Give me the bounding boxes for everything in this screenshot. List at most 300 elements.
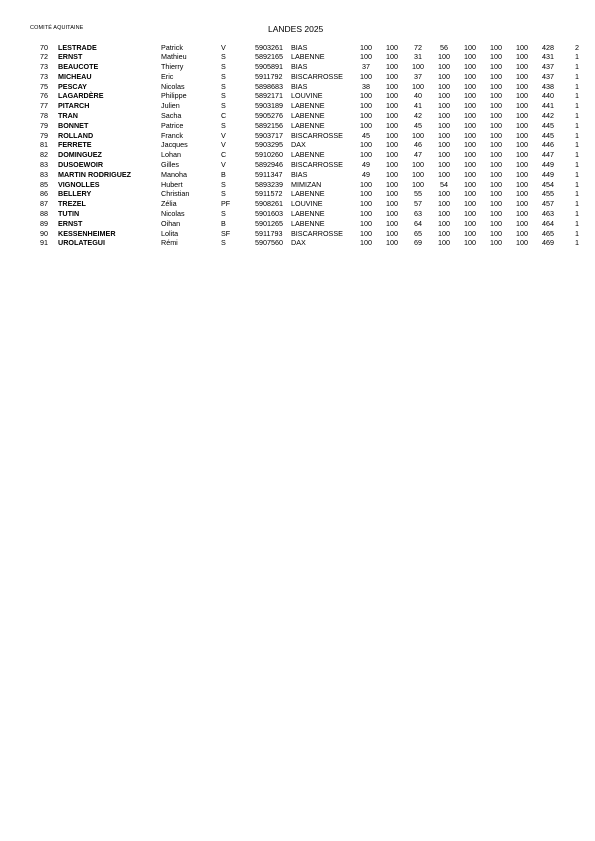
total-cell: 464 xyxy=(542,218,554,228)
score-5-cell: 100 xyxy=(464,218,476,228)
last-name-cell: ERNST xyxy=(58,52,83,62)
table-row xyxy=(0,209,579,219)
extra-cell: 1 xyxy=(575,199,579,209)
category-cell: S xyxy=(221,52,226,62)
rank-cell: 78 xyxy=(40,111,48,121)
score-4-cell: 100 xyxy=(438,209,450,219)
club-cell: BISCARROSSE xyxy=(291,130,343,140)
score-4-cell: 100 xyxy=(438,150,450,160)
category-cell: S xyxy=(221,238,226,248)
extra-cell: 1 xyxy=(575,91,579,101)
first-name-cell: Manoha xyxy=(161,169,187,179)
score-4-cell: 100 xyxy=(438,169,450,179)
score-3-cell: 100 xyxy=(412,160,424,170)
score-4-cell: 100 xyxy=(438,140,450,150)
score-5-cell: 100 xyxy=(464,111,476,121)
licence-cell: 5892171 xyxy=(255,91,283,101)
score-5-cell: 100 xyxy=(464,140,476,150)
club-cell: LABENNE xyxy=(291,209,325,219)
table-row xyxy=(0,52,579,62)
last-name-cell: MICHEAU xyxy=(58,71,92,81)
club-cell: DAX xyxy=(291,140,306,150)
club-cell: BISCARROSSE xyxy=(291,71,343,81)
extra-cell: 1 xyxy=(575,140,579,150)
last-name-cell: LESTRADE xyxy=(58,42,97,52)
first-name-cell: Lolita xyxy=(161,228,179,238)
category-cell: S xyxy=(221,91,226,101)
score-2-cell: 100 xyxy=(386,218,398,228)
total-cell: 449 xyxy=(542,160,554,170)
first-name-cell: Sacha xyxy=(161,111,182,121)
licence-cell: 5911347 xyxy=(255,169,283,179)
first-name-cell: Patrice xyxy=(161,120,184,130)
total-cell: 428 xyxy=(542,42,554,52)
score-2-cell: 100 xyxy=(386,111,398,121)
category-cell: S xyxy=(221,101,226,111)
score-6-cell: 100 xyxy=(490,169,502,179)
extra-cell: 1 xyxy=(575,238,579,248)
score-1-cell: 100 xyxy=(360,52,372,62)
extra-cell: 1 xyxy=(575,130,579,140)
extra-cell: 1 xyxy=(575,52,579,62)
score-4-cell: 100 xyxy=(438,62,450,72)
score-5-cell: 100 xyxy=(464,42,476,52)
score-3-cell: 65 xyxy=(414,228,422,238)
score-6-cell: 100 xyxy=(490,62,502,72)
table-row xyxy=(0,219,579,229)
score-1-cell: 100 xyxy=(360,238,372,248)
table-row xyxy=(0,91,579,101)
score-3-cell: 63 xyxy=(414,209,422,219)
score-4-cell: 100 xyxy=(438,218,450,228)
last-name-cell: PESCAY xyxy=(58,81,87,91)
score-7-cell: 100 xyxy=(516,111,528,121)
score-4-cell: 100 xyxy=(438,101,450,111)
rank-cell: 79 xyxy=(40,120,48,130)
extra-cell: 2 xyxy=(575,42,579,52)
first-name-cell: Lohan xyxy=(161,150,181,160)
score-5-cell: 100 xyxy=(464,52,476,62)
score-5-cell: 100 xyxy=(464,91,476,101)
first-name-cell: Philippe xyxy=(161,91,187,101)
score-3-cell: 100 xyxy=(412,130,424,140)
score-5-cell: 100 xyxy=(464,160,476,170)
extra-cell: 1 xyxy=(575,120,579,130)
score-1-cell: 37 xyxy=(362,62,370,72)
score-4-cell: 100 xyxy=(438,189,450,199)
total-cell: 447 xyxy=(542,150,554,160)
club-cell: BISCARROSSE xyxy=(291,160,343,170)
licence-cell: 5911793 xyxy=(255,228,283,238)
score-3-cell: 41 xyxy=(414,101,422,111)
score-2-cell: 100 xyxy=(386,62,398,72)
total-cell: 438 xyxy=(542,81,554,91)
score-7-cell: 100 xyxy=(516,52,528,62)
score-1-cell: 100 xyxy=(360,179,372,189)
category-cell: V xyxy=(221,42,226,52)
table-row xyxy=(0,229,579,239)
score-4-cell: 100 xyxy=(438,228,450,238)
score-6-cell: 100 xyxy=(490,120,502,130)
first-name-cell: Gilles xyxy=(161,160,179,170)
licence-cell: 5892946 xyxy=(255,160,283,170)
first-name-cell: Thierry xyxy=(161,62,184,72)
score-5-cell: 100 xyxy=(464,209,476,219)
score-7-cell: 100 xyxy=(516,62,528,72)
score-2-cell: 100 xyxy=(386,179,398,189)
last-name-cell: KESSENHEIMER xyxy=(58,228,116,238)
score-2-cell: 100 xyxy=(386,160,398,170)
extra-cell: 1 xyxy=(575,189,579,199)
score-2-cell: 100 xyxy=(386,71,398,81)
last-name-cell: LAGARDÈRE xyxy=(58,91,104,101)
score-1-cell: 100 xyxy=(360,120,372,130)
score-6-cell: 100 xyxy=(490,189,502,199)
club-cell: LABENNE xyxy=(291,189,325,199)
score-6-cell: 100 xyxy=(490,71,502,81)
last-name-cell: ROLLAND xyxy=(58,130,94,140)
last-name-cell: DUSOEWOIR xyxy=(58,160,104,170)
extra-cell: 1 xyxy=(575,228,579,238)
first-name-cell: Eric xyxy=(161,71,174,81)
total-cell: 457 xyxy=(542,199,554,209)
score-7-cell: 100 xyxy=(516,150,528,160)
club-cell: LOUVINE xyxy=(291,199,323,209)
licence-cell: 5910260 xyxy=(255,150,283,160)
club-cell: BIAS xyxy=(291,62,308,72)
score-1-cell: 100 xyxy=(360,101,372,111)
category-cell: S xyxy=(221,62,226,72)
score-6-cell: 100 xyxy=(490,111,502,121)
score-5-cell: 100 xyxy=(464,130,476,140)
table-row xyxy=(0,82,579,92)
rank-cell: 72 xyxy=(40,52,48,62)
score-7-cell: 100 xyxy=(516,101,528,111)
score-1-cell: 100 xyxy=(360,71,372,81)
score-1-cell: 100 xyxy=(360,228,372,238)
score-3-cell: 100 xyxy=(412,179,424,189)
total-cell: 437 xyxy=(542,71,554,81)
score-6-cell: 100 xyxy=(490,209,502,219)
category-cell: PF xyxy=(221,199,231,209)
club-cell: BISCARROSSE xyxy=(291,228,343,238)
score-3-cell: 42 xyxy=(414,111,422,121)
score-7-cell: 100 xyxy=(516,209,528,219)
score-5-cell: 100 xyxy=(464,238,476,248)
club-cell: LABENNE xyxy=(291,52,325,62)
rank-cell: 79 xyxy=(40,130,48,140)
table-row xyxy=(0,180,579,190)
score-1-cell: 100 xyxy=(360,199,372,209)
category-cell: S xyxy=(221,81,226,91)
total-cell: 445 xyxy=(542,130,554,140)
extra-cell: 1 xyxy=(575,218,579,228)
score-6-cell: 100 xyxy=(490,199,502,209)
licence-cell: 5898683 xyxy=(255,81,283,91)
score-1-cell: 45 xyxy=(362,130,370,140)
results-table-body xyxy=(0,43,579,249)
club-cell: MIMIZAN xyxy=(291,179,322,189)
score-1-cell: 100 xyxy=(360,140,372,150)
table-row xyxy=(0,140,579,150)
rank-cell: 70 xyxy=(40,42,48,52)
table-row xyxy=(0,170,579,180)
score-3-cell: 100 xyxy=(412,169,424,179)
score-1-cell: 100 xyxy=(360,218,372,228)
club-cell: BIAS xyxy=(291,169,308,179)
score-7-cell: 100 xyxy=(516,42,528,52)
score-2-cell: 100 xyxy=(386,42,398,52)
licence-cell: 5903295 xyxy=(255,140,283,150)
total-cell: 437 xyxy=(542,62,554,72)
score-5-cell: 100 xyxy=(464,62,476,72)
table-row xyxy=(0,121,579,131)
score-7-cell: 100 xyxy=(516,179,528,189)
score-7-cell: 100 xyxy=(516,169,528,179)
extra-cell: 1 xyxy=(575,209,579,219)
rank-cell: 90 xyxy=(40,228,48,238)
organization-label: COMITÉ AQUITAINE xyxy=(30,25,84,31)
total-cell: 440 xyxy=(542,91,554,101)
score-2-cell: 100 xyxy=(386,101,398,111)
score-6-cell: 100 xyxy=(490,81,502,91)
score-3-cell: 69 xyxy=(414,238,422,248)
score-7-cell: 100 xyxy=(516,218,528,228)
last-name-cell: TREZEL xyxy=(58,199,86,209)
score-7-cell: 100 xyxy=(516,140,528,150)
score-3-cell: 64 xyxy=(414,218,422,228)
table-row xyxy=(0,62,579,72)
score-6-cell: 100 xyxy=(490,179,502,189)
last-name-cell: BEAUCOTE xyxy=(58,62,99,72)
last-name-cell: BELLERY xyxy=(58,189,92,199)
category-cell: B xyxy=(221,218,226,228)
licence-cell: 5903189 xyxy=(255,101,283,111)
score-5-cell: 100 xyxy=(464,199,476,209)
total-cell: 445 xyxy=(542,120,554,130)
score-6-cell: 100 xyxy=(490,130,502,140)
table-row xyxy=(0,199,579,209)
score-4-cell: 54 xyxy=(440,179,448,189)
total-cell: 469 xyxy=(542,238,554,248)
total-cell: 465 xyxy=(542,228,554,238)
score-2-cell: 100 xyxy=(386,81,398,91)
score-7-cell: 100 xyxy=(516,228,528,238)
rank-cell: 82 xyxy=(40,150,48,160)
score-1-cell: 100 xyxy=(360,209,372,219)
last-name-cell: DOMINGUEZ xyxy=(58,150,102,160)
rank-cell: 87 xyxy=(40,199,48,209)
table-row xyxy=(0,111,579,121)
total-cell: 431 xyxy=(542,52,554,62)
last-name-cell: TUTIN xyxy=(58,209,80,219)
score-3-cell: 31 xyxy=(414,52,422,62)
score-2-cell: 100 xyxy=(386,52,398,62)
category-cell: B xyxy=(221,169,226,179)
last-name-cell: ERNST xyxy=(58,218,83,228)
score-7-cell: 100 xyxy=(516,189,528,199)
score-4-cell: 100 xyxy=(438,199,450,209)
last-name-cell: VIGNOLLES xyxy=(58,179,100,189)
score-2-cell: 100 xyxy=(386,199,398,209)
score-5-cell: 100 xyxy=(464,101,476,111)
score-1-cell: 38 xyxy=(362,81,370,91)
rank-cell: 73 xyxy=(40,62,48,72)
score-1-cell: 100 xyxy=(360,111,372,121)
first-name-cell: Julien xyxy=(161,101,180,111)
page-title: LANDES 2025 xyxy=(268,24,324,34)
extra-cell: 1 xyxy=(575,71,579,81)
rank-cell: 85 xyxy=(40,179,48,189)
first-name-cell: Rémi xyxy=(161,238,178,248)
results-table xyxy=(0,43,579,249)
licence-cell: 5908261 xyxy=(255,199,283,209)
licence-cell: 5901603 xyxy=(255,209,283,219)
rank-cell: 88 xyxy=(40,209,48,219)
score-4-cell: 100 xyxy=(438,238,450,248)
score-5-cell: 100 xyxy=(464,150,476,160)
score-4-cell: 100 xyxy=(438,160,450,170)
club-cell: LOUVINE xyxy=(291,91,323,101)
score-1-cell: 100 xyxy=(360,150,372,160)
score-6-cell: 100 xyxy=(490,228,502,238)
rank-cell: 73 xyxy=(40,71,48,81)
category-cell: V xyxy=(221,160,226,170)
category-cell: S xyxy=(221,209,226,219)
club-cell: LABENNE xyxy=(291,218,325,228)
score-1-cell: 100 xyxy=(360,189,372,199)
extra-cell: 1 xyxy=(575,169,579,179)
score-6-cell: 100 xyxy=(490,150,502,160)
rank-cell: 77 xyxy=(40,101,48,111)
club-cell: LABENNE xyxy=(291,101,325,111)
score-5-cell: 100 xyxy=(464,169,476,179)
licence-cell: 5892156 xyxy=(255,120,283,130)
extra-cell: 1 xyxy=(575,101,579,111)
first-name-cell: Oihan xyxy=(161,218,181,228)
table-row xyxy=(0,238,579,248)
extra-cell: 1 xyxy=(575,160,579,170)
category-cell: S xyxy=(221,189,226,199)
total-cell: 463 xyxy=(542,209,554,219)
category-cell: C xyxy=(221,150,227,160)
rank-cell: 83 xyxy=(40,169,48,179)
category-cell: S xyxy=(221,120,226,130)
total-cell: 449 xyxy=(542,169,554,179)
score-6-cell: 100 xyxy=(490,218,502,228)
licence-cell: 5903717 xyxy=(255,130,283,140)
score-1-cell: 49 xyxy=(362,169,370,179)
rank-cell: 91 xyxy=(40,238,48,248)
club-cell: BIAS xyxy=(291,81,308,91)
score-6-cell: 100 xyxy=(490,238,502,248)
last-name-cell: PITARCH xyxy=(58,101,90,111)
category-cell: C xyxy=(221,111,227,121)
score-4-cell: 100 xyxy=(438,111,450,121)
licence-cell: 5901265 xyxy=(255,218,283,228)
rank-cell: 81 xyxy=(40,140,48,150)
category-cell: S xyxy=(221,71,226,81)
score-1-cell: 100 xyxy=(360,42,372,52)
licence-cell: 5905891 xyxy=(255,62,283,72)
score-5-cell: 100 xyxy=(464,189,476,199)
score-7-cell: 100 xyxy=(516,81,528,91)
score-4-cell: 100 xyxy=(438,81,450,91)
score-7-cell: 100 xyxy=(516,238,528,248)
score-3-cell: 72 xyxy=(414,42,422,52)
club-cell: LABENNE xyxy=(291,111,325,121)
score-4-cell: 100 xyxy=(438,130,450,140)
rank-cell: 75 xyxy=(40,81,48,91)
score-5-cell: 100 xyxy=(464,71,476,81)
first-name-cell: Mathieu xyxy=(161,52,187,62)
club-cell: BIAS xyxy=(291,42,308,52)
score-2-cell: 100 xyxy=(386,120,398,130)
last-name-cell: FERRETE xyxy=(58,140,92,150)
licence-cell: 5893239 xyxy=(255,179,283,189)
category-cell: V xyxy=(221,130,226,140)
score-2-cell: 100 xyxy=(386,189,398,199)
score-5-cell: 100 xyxy=(464,228,476,238)
score-3-cell: 40 xyxy=(414,91,422,101)
score-2-cell: 100 xyxy=(386,238,398,248)
table-row xyxy=(0,131,579,141)
club-cell: LABENNE xyxy=(291,150,325,160)
club-cell: DAX xyxy=(291,238,306,248)
score-1-cell: 100 xyxy=(360,91,372,101)
score-4-cell: 100 xyxy=(438,52,450,62)
rank-cell: 83 xyxy=(40,160,48,170)
first-name-cell: Nicolas xyxy=(161,81,185,91)
licence-cell: 5892165 xyxy=(255,52,283,62)
score-4-cell: 100 xyxy=(438,71,450,81)
rank-cell: 89 xyxy=(40,218,48,228)
score-3-cell: 47 xyxy=(414,150,422,160)
licence-cell: 5911792 xyxy=(255,71,283,81)
licence-cell: 5905276 xyxy=(255,111,283,121)
licence-cell: 5911572 xyxy=(255,189,283,199)
total-cell: 454 xyxy=(542,179,554,189)
score-7-cell: 100 xyxy=(516,120,528,130)
score-3-cell: 100 xyxy=(412,62,424,72)
score-6-cell: 100 xyxy=(490,42,502,52)
first-name-cell: Nicolas xyxy=(161,209,185,219)
score-3-cell: 46 xyxy=(414,140,422,150)
score-6-cell: 100 xyxy=(490,91,502,101)
rank-cell: 76 xyxy=(40,91,48,101)
score-7-cell: 100 xyxy=(516,71,528,81)
score-7-cell: 100 xyxy=(516,199,528,209)
table-row xyxy=(0,101,579,111)
table-row xyxy=(0,160,579,170)
first-name-cell: Christian xyxy=(161,189,190,199)
score-2-cell: 100 xyxy=(386,209,398,219)
last-name-cell: TRAN xyxy=(58,111,78,121)
extra-cell: 1 xyxy=(575,81,579,91)
category-cell: V xyxy=(221,140,226,150)
category-cell: SF xyxy=(221,228,231,238)
score-6-cell: 100 xyxy=(490,101,502,111)
table-row xyxy=(0,43,579,53)
score-7-cell: 100 xyxy=(516,91,528,101)
score-3-cell: 37 xyxy=(414,71,422,81)
score-5-cell: 100 xyxy=(464,120,476,130)
score-1-cell: 49 xyxy=(362,160,370,170)
rank-cell: 86 xyxy=(40,189,48,199)
score-2-cell: 100 xyxy=(386,91,398,101)
score-5-cell: 100 xyxy=(464,179,476,189)
score-3-cell: 55 xyxy=(414,189,422,199)
